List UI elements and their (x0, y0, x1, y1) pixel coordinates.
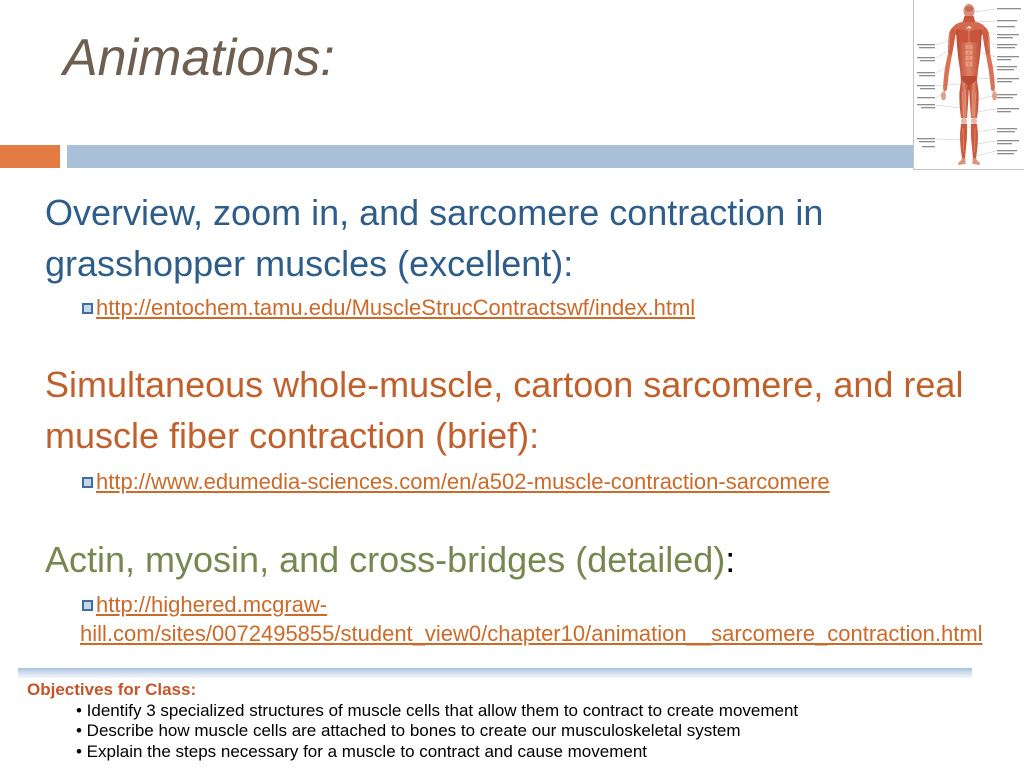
square-bullet-icon (82, 303, 93, 314)
section-heading-colon: : (725, 539, 736, 580)
human-muscle-figure (941, 4, 997, 165)
title-accent-bar-orange (0, 145, 60, 168)
mcgraw-hill-animation-link[interactable]: http:/⁠/⁠highered.mcgraw-hill.com/⁠sites/⁠0072495855/⁠student_view0/⁠chapter10/⁠animation__sarcomere_contraction.html (80, 592, 983, 646)
section-heading-text: Actin, myosin, and cross-bridges (detailed) (45, 539, 726, 580)
square-bullet-icon (82, 477, 93, 488)
objectives-title: Objectives for Class: (27, 680, 197, 699)
slide-title: Animations: (63, 29, 335, 87)
link-bullet-row (80, 590, 1000, 648)
link-bullet-row (80, 293, 1000, 322)
title-accent-bar-blue (67, 145, 1024, 168)
objectives-divider (18, 668, 972, 678)
objectives-box (27, 680, 1007, 762)
section-heading-text: Simultaneous whole-muscle, cartoon sarcomere, and real muscle fiber contraction (brief): (45, 364, 964, 456)
muscular-system-figure (914, 0, 1024, 169)
section-heading-simultaneous (45, 359, 985, 461)
section-heading-actin-myosin (45, 534, 985, 585)
section-heading-overview (45, 187, 985, 289)
entochem-animation-link[interactable]: http:/⁠/⁠entochem.tamu.edu/⁠MuscleStrucContractswf/⁠index.html (96, 295, 696, 320)
link-bullet-row (80, 467, 1000, 496)
objectives-list (27, 701, 1007, 763)
square-bullet-icon (82, 600, 93, 611)
objective-item: • Explain the steps necessary for a muscle to contract and cause movement (76, 741, 648, 761)
objective-item: • Identify 3 specialized structures of muscle cells that allow them to contract to create movement (76, 700, 799, 720)
section-heading-text: Overview, zoom in, and sarcomere contraction in grasshopper muscles (excellent): (45, 192, 824, 284)
objective-item: • Describe how muscle cells are attached to bones to create our musculoskeletal system (76, 721, 741, 740)
muscular-system-anatomy-image (913, 0, 1024, 170)
edumedia-animation-link[interactable]: http:/⁠/⁠www.edumedia-sciences.com/⁠en/⁠a502-muscle-contraction-sarcomere (96, 469, 830, 494)
